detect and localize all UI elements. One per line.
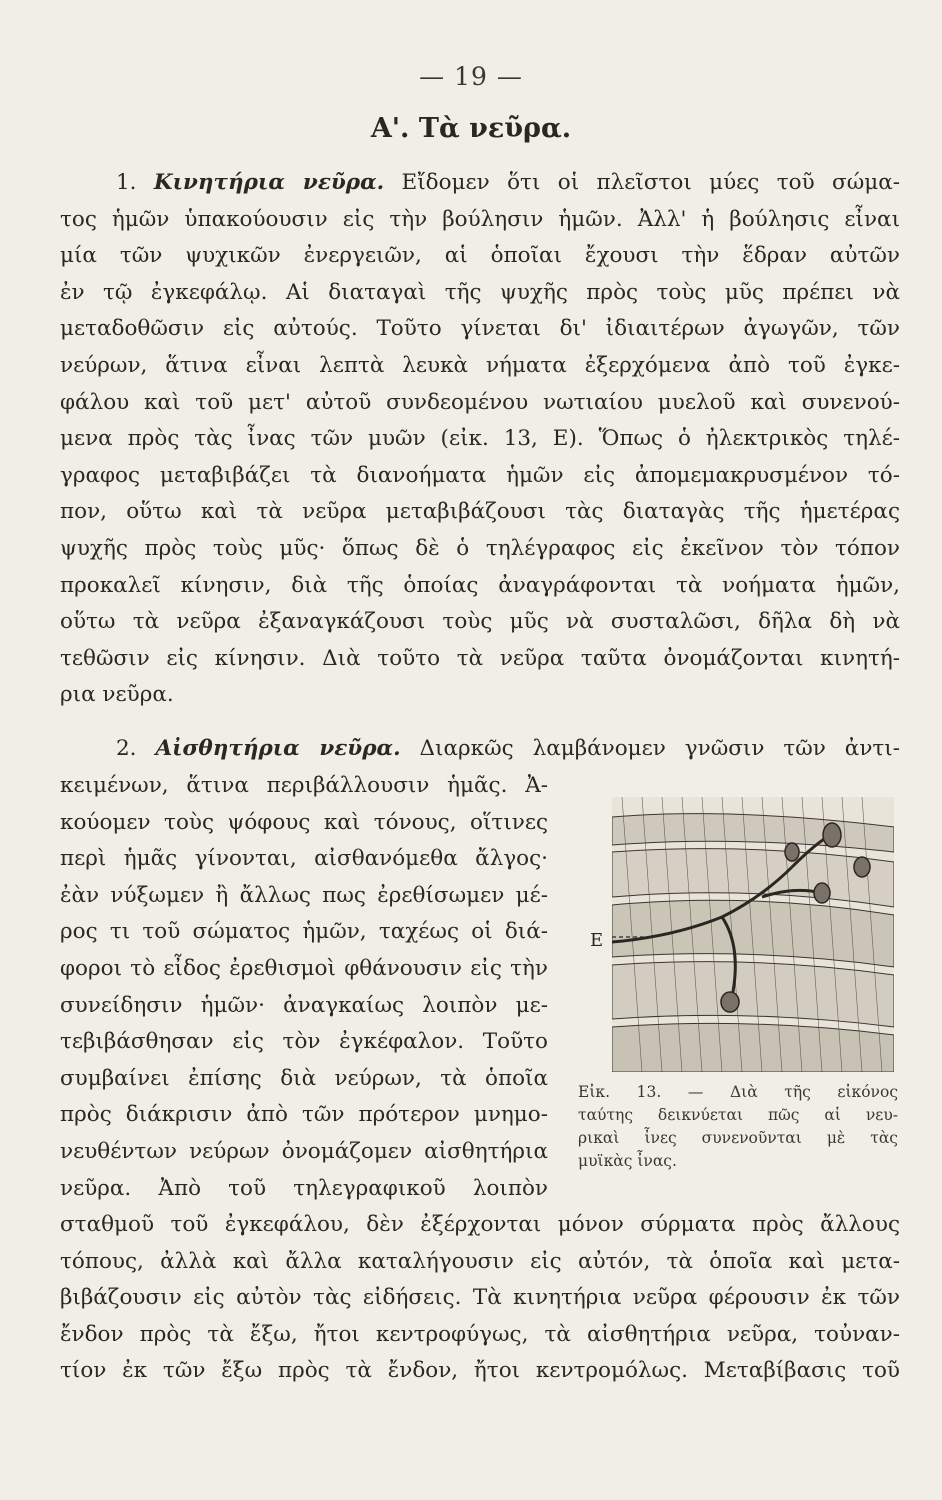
text-line: κειμένων, ἅτινα περιβάλλουσιν ἡμᾶς. Ἀ- bbox=[60, 773, 548, 798]
paragraph-2 bbox=[60, 731, 900, 768]
text-line-rest: Εἴδομεν ὅτι οἱ πλεῖστοι μύες τοῦ σώμα- bbox=[401, 170, 900, 195]
text-line: φοροι τὸ εἶδος ἐρεθισμοὶ φθάνουσιν εἰς τὴν bbox=[60, 955, 548, 981]
figure-caption bbox=[578, 1081, 898, 1173]
paragraph-1 bbox=[60, 165, 900, 714]
text-line: βιβάζουσιν εἰς αὐτὸν τὰς εἰδήσεις. Τὰ κινητήρια νεῦρα φέρουσιν ἐκ τῶν bbox=[60, 1285, 900, 1311]
text-line: ἐὰν νύξωμεν ἢ ἄλλως πως ἐρεθίσωμεν μέ- bbox=[60, 882, 548, 908]
text-line: συμβαίνει ἐπίσης διὰ νεύρων, τὰ ὁποῖα bbox=[60, 1065, 548, 1091]
text-line: νευθέντων νεύρων ὀνομάζομεν αἰσθητήρια bbox=[60, 1138, 548, 1164]
caption-line: Εἰκ. 13. — Διὰ τῆς εἰκόνος bbox=[578, 1083, 898, 1101]
text-line: σταθμοῦ τοῦ ἐγκεφάλου, δὲν ἐξέρχονται μόνον σύρματα πρὸς ἄλλους bbox=[60, 1212, 900, 1237]
text-line: ρος τι τοῦ σώματος ἡμῶν, ταχέως οἱ διά- bbox=[60, 919, 548, 945]
text-line: τος ἡμῶν ὑπακούουσιν εἰς τὴν βούλησιν ἡμῶν. Ἀλλ' ἡ βούλησις εἶναι bbox=[60, 206, 900, 232]
text-line: κούομεν τοὺς ψόφους καὶ τόνους, οἵτινες bbox=[60, 809, 548, 835]
text-line: ψυχῆς πρὸς τοὺς μῦς· ὅπως δὲ ὁ τηλέγραφος εἰς ἐκεῖνον τὸν τόπον bbox=[60, 535, 900, 561]
text-line: προκαλεῖ κίνησιν, διὰ τῆς ὁποίας ἀναγράφονται τὰ νοήματα ἡμῶν, bbox=[60, 572, 900, 598]
nerve-muscle-figure bbox=[612, 797, 894, 1072]
text-line: ἐν τῷ ἐγκεφάλῳ. Αἱ διαταγαὶ τῆς ψυχῆς πρὸς τοὺς μῦς πρέπει νὰ bbox=[60, 279, 900, 305]
page-number: — 19 — bbox=[419, 62, 523, 91]
text-line: πον, οὕτω καὶ τὰ νεῦρα μεταβιβάζουσι τὰς διαταγὰς τῆς ἡμετέρας bbox=[60, 499, 900, 525]
text-line: τεβιβάσθησαν εἰς τὸν ἐγκέφαλον. Τοῦτο bbox=[60, 1029, 548, 1055]
paragraph-1-title: Κινητήρια νεῦρα. bbox=[153, 170, 385, 195]
text-line: τίον ἐκ τῶν ἔξω πρὸς τὰ ἔνδον, ἤτοι κεντρομόλως. Μεταβίβασις τοῦ bbox=[60, 1358, 900, 1384]
caption-line: ταύτης δεικνύεται πῶς αἱ νευ- bbox=[578, 1106, 898, 1124]
paragraph-2-title: Αἰσθητήρια νεῦρα. bbox=[155, 736, 401, 761]
text-line: μία τῶν ψυχικῶν ἐνεργειῶν, αἱ ὁποῖαι ἔχουσι τὴν ἕδραν αὐτῶν bbox=[60, 243, 900, 269]
text-line: 1. Κινητήρια νεῦρα. Εἴδομεν ὅτι οἱ πλεῖστοι μύες τοῦ σώμα- bbox=[116, 170, 900, 195]
caption-line: ρικαὶ ἶνες συνενοῦνται μὲ τὰς bbox=[578, 1129, 898, 1147]
text-line: νεύρων, ἅτινα εἶναι λεπτὰ λευκὰ νήματα ἐξερχόμενα ἀπὸ τοῦ ἐγκε- bbox=[60, 352, 900, 378]
text-line: ρια νεῦρα. bbox=[60, 682, 174, 708]
paragraph-2-wide bbox=[60, 1207, 900, 1390]
text-line-rest: Διαρκῶς λαμβάνομεν γνῶσιν τῶν ἀντι- bbox=[419, 736, 900, 761]
text-line: πρὸς διάκρισιν ἀπὸ τῶν πρότερον μνημο- bbox=[60, 1102, 548, 1128]
text-line: τόπους, ἀλλὰ καὶ ἄλλα καταλήγουσιν εἰς αὐτόν, τὰ ὁποῖα καὶ μετα- bbox=[60, 1248, 900, 1274]
text-line: γραφος μεταβιβάζει τὰ διανοήματα ἡμῶν εἰς ἀπομεμακρυσμένον τό- bbox=[60, 462, 900, 488]
text-line: ἔνδον πρὸς τὰ ἔξω, ἤτοι κεντροφύγως, τὰ αἰσθητήρια νεῦρα, τοὐναν- bbox=[60, 1321, 900, 1347]
text-line: τεθῶσιν εἰς κίνησιν. Διὰ τοῦτο τὰ νεῦρα ταῦτα ὀνομάζονται κινητή- bbox=[60, 645, 900, 671]
section-heading: Α'. Τὰ νεῦρα. bbox=[370, 113, 572, 144]
text-line: μενα πρὸς τὰς ἶνας τῶν μυῶν (εἰκ. 13, Ε). Ὅπως ὁ ἠλεκτρικὸς τηλέ- bbox=[60, 426, 900, 452]
text-line: νεῦρα. Ἀπὸ τοῦ τηλεγραφικοῦ λοιπὸν bbox=[60, 1175, 548, 1201]
caption-line: μυϊκὰς ἶνας. bbox=[578, 1152, 677, 1170]
figure-label: E bbox=[590, 930, 604, 951]
text-line: οὕτω τὰ νεῦρα ἐξαναγκάζουσι τοὺς μῦς νὰ συσταλῶσι, δῆλα δὴ νὰ bbox=[60, 609, 900, 635]
text-line: μεταδοθῶσιν εἰς αὐτούς. Τοῦτο γίνεται δι' ἰδιαιτέρων ἀγωγῶν, τῶν bbox=[60, 316, 900, 342]
text-line: φάλου καὶ τοῦ μετ' αὐτοῦ συνδεομένου νωτιαίου μυελοῦ καὶ συνενού- bbox=[60, 389, 900, 415]
text-line: 2. Αἰσθητήρια νεῦρα. Διαρκῶς λαμβάνομεν γνῶσιν τῶν ἀντι- bbox=[116, 736, 900, 761]
text-line: περὶ ἡμᾶς γίνονται, αἰσθανόμεθα ἄλγος· bbox=[60, 846, 548, 872]
text-line: συνείδησιν ἡμῶν· ἀναγκαίως λοιπὸν με- bbox=[60, 992, 548, 1018]
